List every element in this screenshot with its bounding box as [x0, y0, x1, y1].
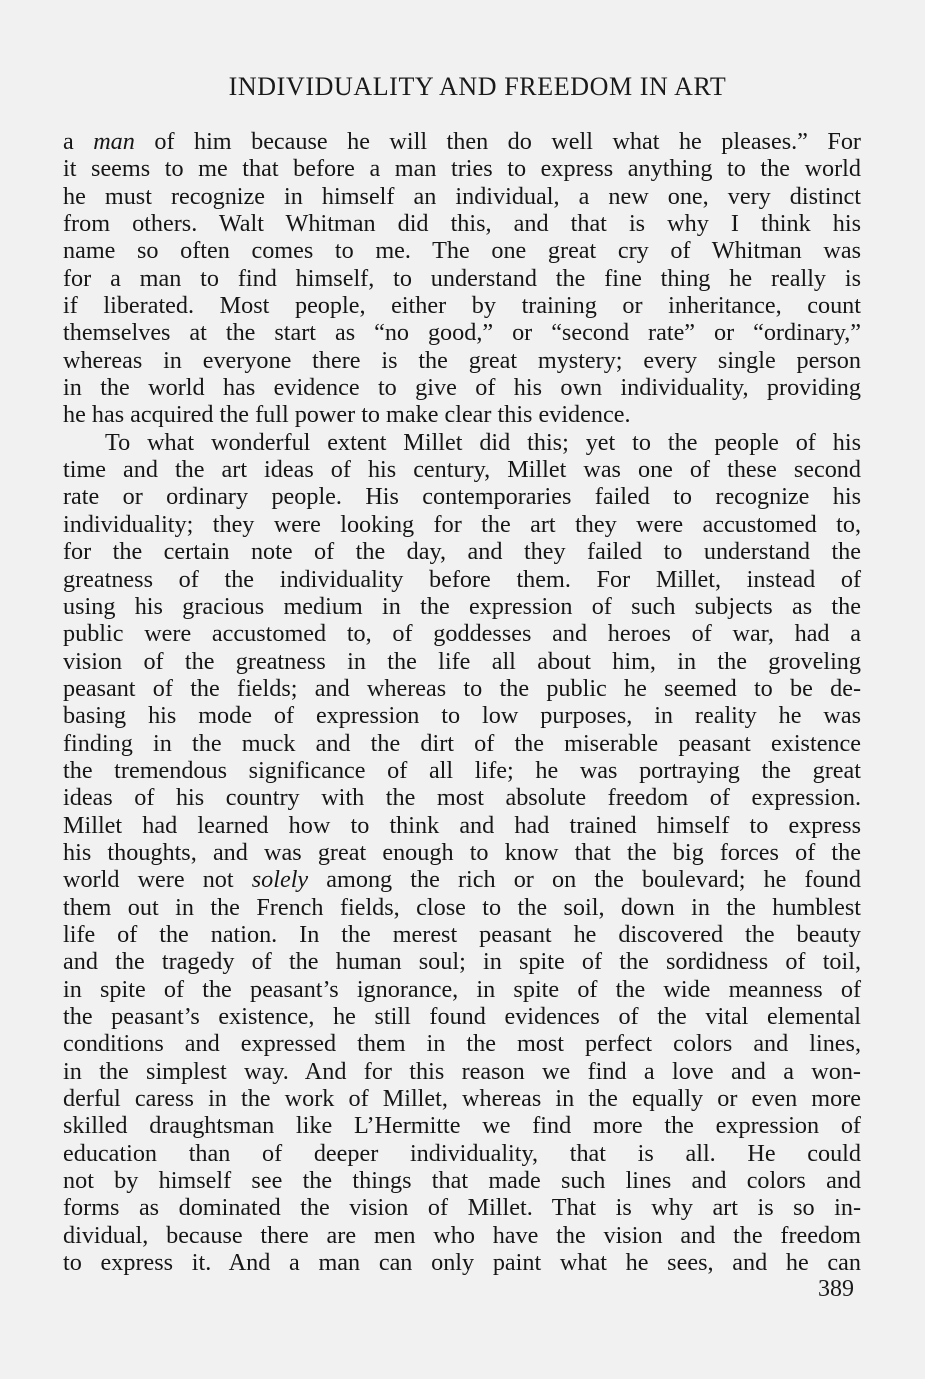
text-line: for a man to find himself, to understand the fine thing he really is — [63, 264, 861, 292]
text-line: from others. Walt Whitman did this, and that is why I think his — [63, 210, 861, 238]
text-line: rate or ordinary people. His contemporaries failed to recognize his — [63, 483, 861, 511]
text-line: dividual, because there are men who have the vision and the freedom — [63, 1221, 861, 1249]
text-line: not by himself see the things that made such lines and colors and — [63, 1167, 861, 1195]
paragraph — [63, 128, 861, 429]
running-head — [0, 72, 925, 102]
text-line: the tremendous significance of all life; he was portraying the great — [63, 756, 861, 784]
text-line: world were not solely among the rich or on the boulevard; he found — [63, 866, 861, 894]
text-line: and the tragedy of the human soul; in spite of the sordidness of toil, — [63, 948, 861, 976]
text-line: he must recognize in himself an individual, a new one, very distinct — [63, 182, 861, 210]
italic-word: solely — [251, 866, 309, 894]
text-line: in the simplest way. And for this reason we find a love and a won- — [63, 1057, 861, 1085]
text-line: To what wonderful extent Millet did this; yet to the people of his — [105, 428, 861, 456]
page-number: 389 — [818, 1276, 854, 1302]
body-text — [63, 128, 861, 1276]
text-line: time and the art ideas of his century, Millet was one of these second — [63, 456, 861, 484]
text-line: for the certain note of the day, and they failed to understand the — [63, 538, 861, 566]
italic-word: man — [93, 128, 135, 155]
text-line: them out in the French fields, close to the soil, down in the humblest — [63, 893, 861, 921]
text-line: themselves at the start as “no good,” or “second rate” or “ordinary,” — [63, 319, 861, 347]
text-line: in spite of the peasant’s ignorance, in spite of the wide meanness of — [63, 975, 861, 1003]
text-line: basing his mode of expression to low purposes, in reality he was — [63, 702, 861, 730]
text-line: finding in the muck and the dirt of the miserable peasant existence — [63, 729, 861, 757]
text-line: public were accustomed to, of goddesses and heroes of war, had a — [63, 620, 861, 648]
text-line: Millet had learned how to think and had trained himself to express — [63, 811, 861, 839]
text-line: peasant of the fields; and whereas to the public he seemed to be de- — [63, 674, 861, 702]
paragraph — [63, 429, 861, 1277]
text-line: greatness of the individuality before them. For Millet, instead of — [63, 565, 861, 593]
text-line: skilled draughtsman like L’Hermitte we find more the expression of — [63, 1112, 861, 1140]
text-line: a man of him because he will then do well what he pleases.” For — [63, 128, 861, 155]
text-line: to express it. And a man can only paint what he sees, and he can — [63, 1249, 861, 1277]
text-line: derful caress in the work of Millet, whereas in the equally or even more — [63, 1085, 861, 1113]
text-line: he has acquired the full power to make clear this evidence. — [63, 401, 631, 429]
text-line: forms as dominated the vision of Millet. That is why art is so in- — [63, 1194, 861, 1222]
running-head-title: INDIVIDUALITY AND FREEDOM IN ART — [228, 72, 727, 101]
text-line: conditions and expressed them in the most perfect colors and lines, — [63, 1030, 861, 1058]
text-line: his thoughts, and was great enough to know that the big forces of the — [63, 838, 861, 866]
text-line: it seems to me that before a man tries to express anything to the world — [63, 155, 861, 183]
text-line: in the world has evidence to give of his own individuality, providing — [63, 374, 861, 402]
text-line: whereas in everyone there is the great mystery; every single person — [63, 346, 861, 374]
text-line: education than of deeper individuality, that is all. He could — [63, 1139, 861, 1167]
text-line: life of the nation. In the merest peasant he discovered the beauty — [63, 920, 861, 948]
text-line: vision of the greatness in the life all about him, in the groveling — [63, 647, 861, 675]
text-line: if liberated. Most people, either by training or inheritance, count — [63, 292, 861, 320]
text-line: using his gracious medium in the expression of such subjects as the — [63, 592, 861, 620]
text-line: the peasant’s existence, he still found evidences of the vital elemental — [63, 1003, 861, 1030]
text-line: name so often comes to me. The one great cry of Whitman was — [63, 237, 861, 265]
text-line: individuality; they were looking for the art they were accustomed to, — [63, 510, 861, 538]
text-line: ideas of his country with the most absolute freedom of expression. — [63, 784, 861, 812]
